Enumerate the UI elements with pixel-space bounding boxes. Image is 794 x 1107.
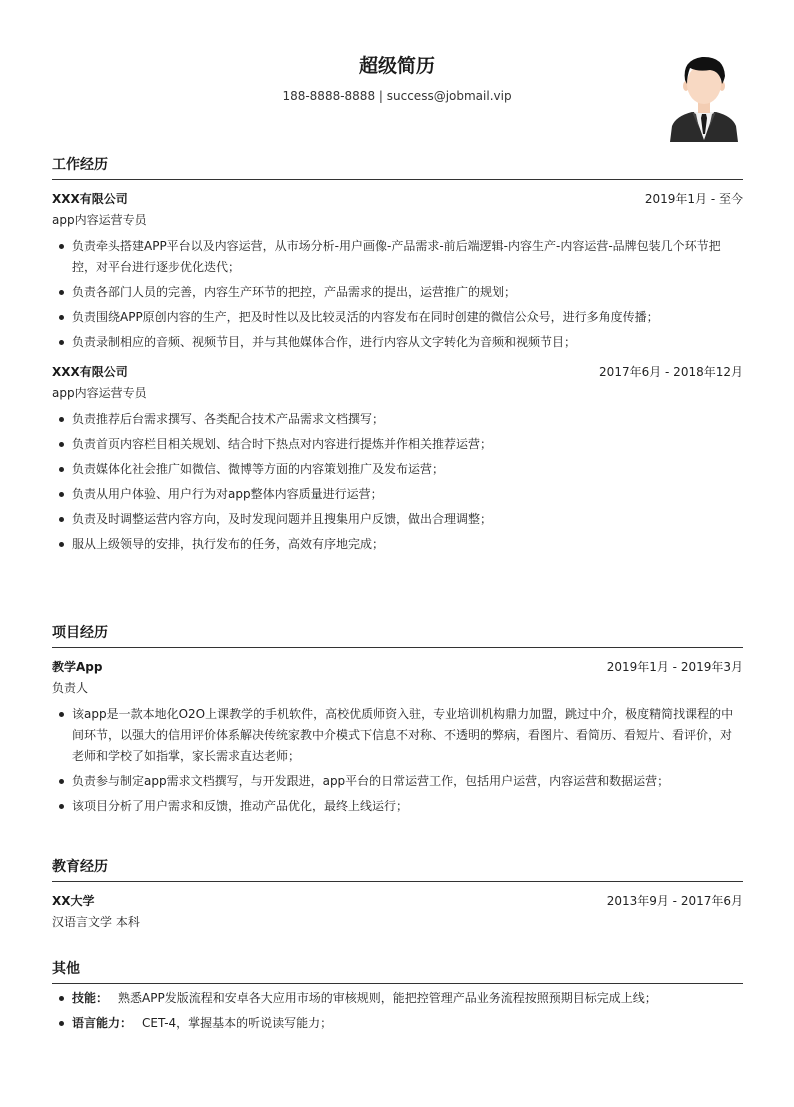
list-item: 服从上级领导的安排，执行发布的任务，高效有序地完成； bbox=[52, 534, 743, 555]
section-title-education: 教育经历 bbox=[52, 856, 743, 882]
other-list bbox=[52, 988, 743, 1034]
other-section bbox=[52, 958, 743, 1034]
list-item: 负责从用户体验、用户行为对app整体内容质量进行运营； bbox=[52, 484, 743, 505]
list-item: 该项目分析了用户需求和反馈，推动产品优化，最终上线运行； bbox=[52, 796, 743, 817]
school-name: XX大学 bbox=[52, 893, 95, 908]
list-item: 负责参与制定app需求文档撰写，与开发跟进，app平台的日常运营工作，包括用户运营，内容运营和数据运营； bbox=[52, 771, 743, 792]
list-item: 负责牵头搭建APP平台以及内容运营，从市场分析-用户画像-产品需求-前后端逻辑-内容生产-内容运营-品牌包装几个环节把控，对平台进行逐步优化迭代； bbox=[52, 236, 743, 278]
list-item: 该app是一款本地化O2O上课教学的手机软件，高校优质师资入驻，专业培训机构鼎力加盟，跳过中介，极度精简找课程的中间环节，以强大的信用评价体系解决传统家教中介模式下信息不对称、不透明的弊病，看图片、看简历、看短片、看评价，对老师和学校了如指掌，家长需求直达老师； bbox=[52, 704, 743, 767]
education-section bbox=[52, 856, 743, 934]
person-avatar-icon bbox=[668, 54, 740, 142]
item-key: 语言能力： bbox=[72, 1016, 133, 1030]
item-key: 技能： bbox=[72, 991, 109, 1005]
date-range: 2013年9月 - 2017年6月 bbox=[606, 893, 743, 908]
section-title-work: 工作经历 bbox=[52, 154, 743, 180]
project-section bbox=[52, 622, 743, 817]
section-title-other: 其他 bbox=[52, 958, 743, 984]
project-list bbox=[52, 704, 743, 817]
work-section bbox=[52, 154, 743, 555]
contact-info: 188-8888-8888 | success@jobmail.vip bbox=[282, 89, 512, 103]
avatar bbox=[668, 54, 740, 142]
duty-list bbox=[52, 236, 743, 353]
list-item: 负责及时调整运营内容方向，及时发现问题并且搜集用户反馈，做出合理调整； bbox=[52, 509, 743, 530]
project-role: 负责人 bbox=[52, 681, 89, 695]
list-item: 负责围绕APP原创内容的生产，把及时性以及比较灵活的内容发布在同时创建的微信公众号，进行多角度传播； bbox=[52, 307, 743, 328]
list-item: 负责推荐后台需求撰写、各类配合技术产品需求文档撰写； bbox=[52, 409, 743, 430]
company-name: XXX有限公司 bbox=[52, 364, 128, 379]
job-title: app内容运营专员 bbox=[52, 213, 147, 227]
job-title: app内容运营专员 bbox=[52, 386, 147, 400]
work-entry bbox=[52, 359, 743, 555]
work-entry bbox=[52, 186, 743, 353]
date-range: 2019年1月 - 2019年3月 bbox=[606, 659, 743, 674]
list-item: 负责各部门人员的完善，内容生产环节的把控，产品需求的提出，运营推广的规划； bbox=[52, 282, 743, 303]
list-item bbox=[52, 1013, 743, 1034]
list-item: 负责首页内容栏目相关规划、结合时下热点对内容进行提炼并作相关推荐运营； bbox=[52, 434, 743, 455]
item-value: 熟悉APP发版流程和安卓各大应用市场的审核规则，能把控管理产品业务流程按照预期目标完成上线； bbox=[118, 991, 657, 1005]
item-value: CET-4，掌握基本的听说读写能力； bbox=[142, 1016, 333, 1030]
education-entry bbox=[52, 888, 743, 934]
section-title-project: 项目经历 bbox=[52, 622, 743, 648]
company-name: XXX有限公司 bbox=[52, 191, 128, 206]
resume-name: 超级简历 bbox=[358, 55, 435, 77]
list-item: 负责媒体化社会推广如微信、微博等方面的内容策划推广及发布运营； bbox=[52, 459, 743, 480]
project-entry bbox=[52, 654, 743, 817]
project-name: 教学App bbox=[52, 659, 103, 674]
duty-list bbox=[52, 409, 743, 555]
date-range: 2017年6月 - 2018年12月 bbox=[599, 364, 743, 379]
degree: 汉语言文学 本科 bbox=[52, 915, 140, 929]
date-range: 2019年1月 - 至今 bbox=[644, 191, 743, 206]
list-item: 负责录制相应的音频、视频节目，并与其他媒体合作，进行内容从文字转化为音频和视频节目； bbox=[52, 332, 743, 353]
list-item bbox=[52, 988, 743, 1009]
